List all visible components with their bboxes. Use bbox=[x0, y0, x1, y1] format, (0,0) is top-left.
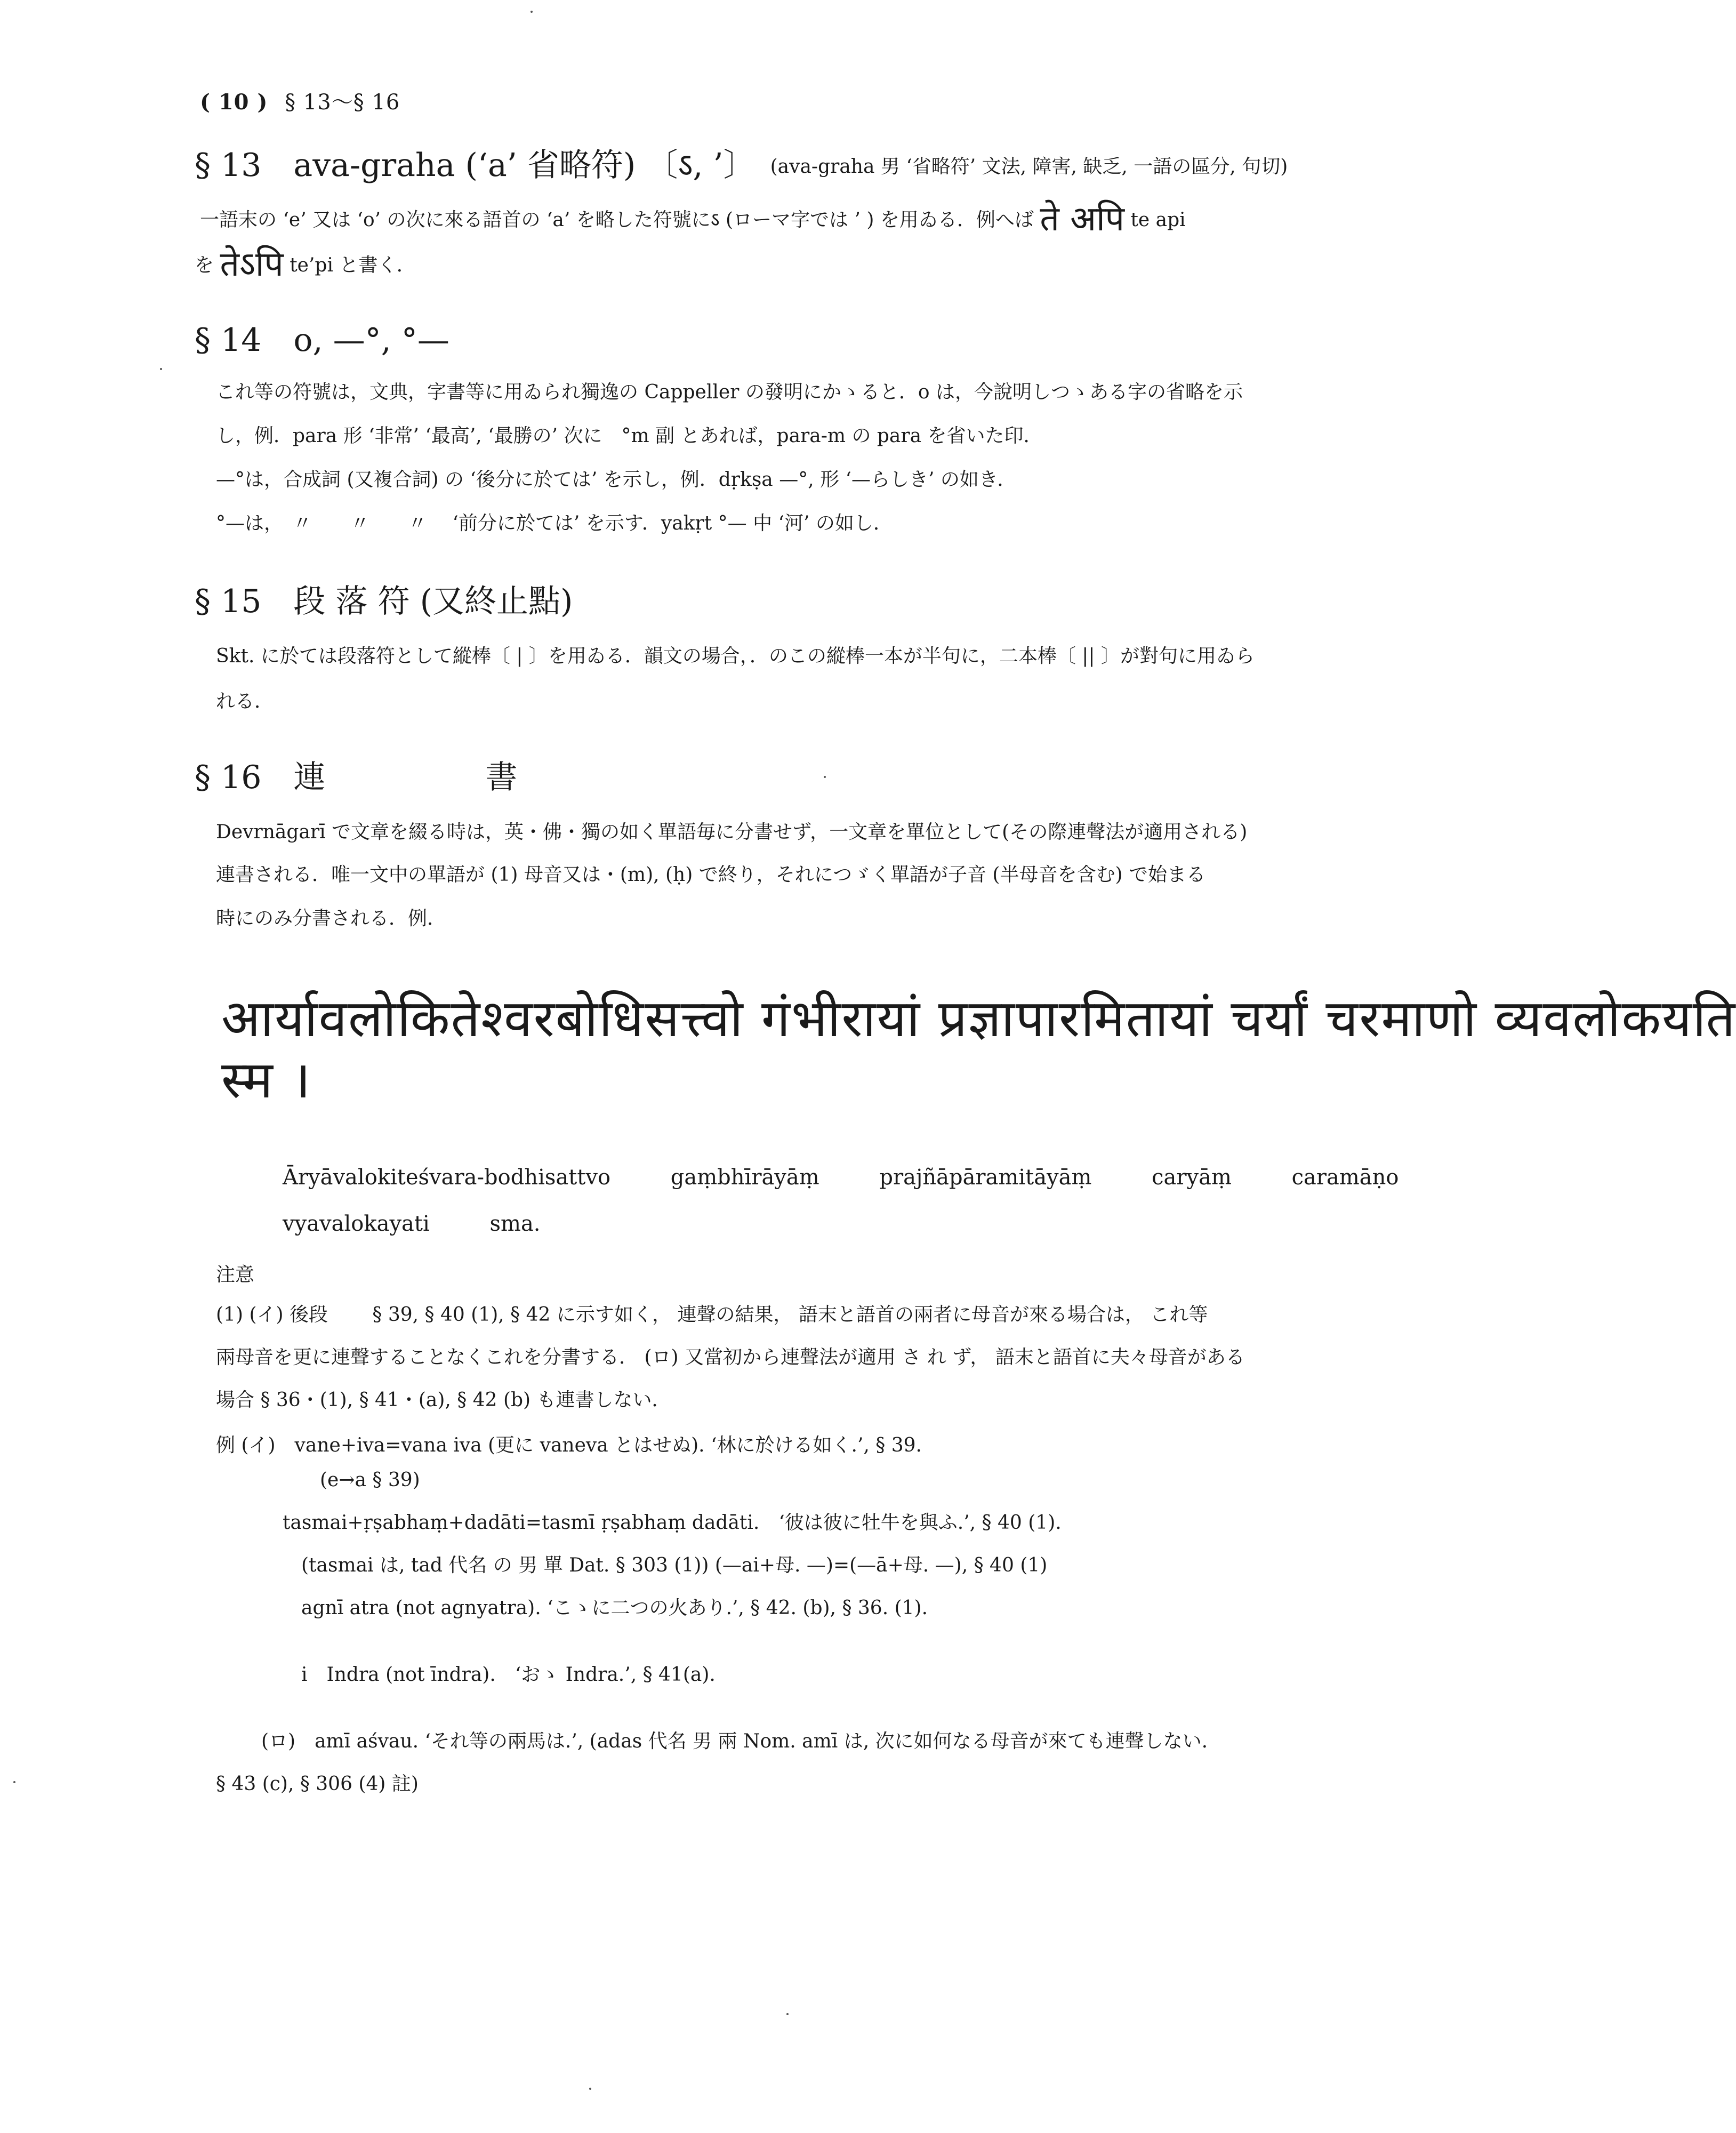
text-span: 一語末の ‘e’ 又は ‘o’ の次に來る語首の ‘a’ を略した符號にऽ (ローマ字では ’ ) を用ゐる．例へば bbox=[200, 209, 1034, 231]
section-13-heading bbox=[195, 140, 1288, 186]
example-5: i Indra (not īndra). ‘おゝ Indra.’, § 41(a). bbox=[301, 1664, 716, 1686]
section-16-line-1: Devrnāgarī で文章を綴る時は，英・佛・獨の如く單語毎に分書せず，一文章を單位として(その際連聲法が適用される) bbox=[216, 821, 1248, 843]
note-1-line-3: 場合 § 36・(1), § 41・(a), § 42 (b) も連書しない． bbox=[216, 1389, 671, 1411]
translit-word: Āryāvalokiteśvara-bodhisattvo bbox=[283, 1165, 611, 1190]
section-13-line-2 bbox=[195, 243, 416, 287]
translit-word: sma. bbox=[489, 1212, 541, 1236]
scan-speck bbox=[531, 11, 533, 13]
translit-word: vyavalokayati bbox=[283, 1212, 430, 1236]
page-number: ( 10 ) bbox=[200, 90, 268, 115]
section-range: § 13〜§ 16 bbox=[285, 90, 400, 115]
section-14-heading: § 14 o, —°, °— bbox=[195, 322, 449, 359]
note-1-line-1: (1) (イ) 後段 § 39, § 40 (1), § 42 に示す如く， 連聲の結果， 語末と語首の兩者に母音が來る場合は， これ等 bbox=[216, 1304, 1208, 1326]
text-span: te’pi と書く． bbox=[290, 254, 416, 276]
example-4: agnī atra (not agnyatra). ‘こゝに二つの火あり.’, § 42. (b), § 36. (1). bbox=[301, 1597, 928, 1619]
section-16-line-3: 時にのみ分書される．例． bbox=[216, 908, 447, 929]
translit-word: gaṃbhīrāyāṃ bbox=[670, 1165, 819, 1190]
scan-speck bbox=[589, 2088, 591, 2090]
scan-speck bbox=[160, 368, 162, 370]
devanagari-sentence-line-1: आर्यावलोकितेश्वरबोधिसत्त्वो गंभीरायां प्रज्ञापारमितायां चर्यां चरमाणो व्यवलोकयति bbox=[221, 989, 1736, 1048]
notes-heading: 注意 bbox=[216, 1264, 255, 1286]
section-14-line-4: °—は， 〃 〃 〃 ‘前分に於ては’ を示す．yakṛt °— 中 ‘河’ の如し． bbox=[216, 512, 893, 534]
example-7: § 43 (c), § 306 (4) 註) bbox=[216, 1773, 419, 1795]
section-14-line-1: これ等の符號は，文典，字書等に用ゐられ獨逸の Cappeller の發明にかゝると．o は，今說明しつゝある字の省略を示 bbox=[216, 381, 1243, 403]
section-13-title: § 13 ava-graha (‘a’ 省略符) 〔ऽ, ’〕 bbox=[195, 147, 756, 184]
transliteration-line-1 bbox=[283, 1165, 1399, 1190]
section-15-heading: § 15 段 落 符 (又終止點) bbox=[195, 583, 573, 620]
example-1-sub: (e→a § 39) bbox=[320, 1469, 420, 1491]
example-2: tasmai+ṛṣabhaṃ+dadāti=tasmī ṛṣabhaṃ dadāti. ‘彼は彼に牡牛を與ふ.’, § 40 (1). bbox=[283, 1512, 1062, 1534]
devanagari-sentence-line-2: स्म । bbox=[221, 1050, 312, 1110]
note-1-line-2: 兩母音を更に連聲することなくこれを分書する． (ロ) 又當初から連聲法が適用 さ れ ず， 語末と語首に夫々母音がある bbox=[216, 1346, 1245, 1368]
section-15-line-2: れる． bbox=[216, 691, 274, 712]
devanagari-example-2: तेऽपि bbox=[220, 245, 284, 284]
scan-speck bbox=[824, 776, 826, 778]
section-14-line-2: し，例．para 形 ‘非常’ ‘最高’, ‘最勝の’ 次に °m 副 とあれば，para-m の para を省いた印． bbox=[216, 425, 1043, 447]
section-13-line-1 bbox=[200, 197, 1186, 242]
section-16-line-2: 連書される．唯一文中の單語が (1) 母音又は・(m), (ḥ) で終り，それにつゞく單語が子音 (半母音を含む) で始まる bbox=[216, 864, 1205, 886]
section-15-line-1: Skt. に於ては段落符として縱棒〔 | 〕を用ゐる．韻文の場合，．のこの縱棒一本が半句に，二本棒〔 || 〕が對句に用ゐら bbox=[216, 645, 1255, 667]
scan-speck bbox=[13, 1781, 15, 1783]
transliteration-line-2 bbox=[283, 1212, 594, 1236]
devanagari-example: ते अपि bbox=[1040, 199, 1124, 239]
example-1: 例 (イ) vane+iva=vana iva (更に vaneva とはせぬ). ‘林に於ける如く.’, § 39. bbox=[216, 1434, 922, 1456]
section-16-heading: § 16 連 書 bbox=[195, 759, 518, 796]
page-header bbox=[200, 85, 400, 116]
translit-word: caramāṇo bbox=[1291, 1165, 1399, 1190]
scan-speck bbox=[786, 2013, 789, 2015]
translit-word: caryāṃ bbox=[1152, 1165, 1232, 1190]
text-span: を bbox=[195, 254, 214, 276]
text-span: te api bbox=[1130, 209, 1186, 231]
section-13-gloss: (ava-graha 男 ‘省略符’ 文法, 障害, 缺乏, 一語の區分, 句切) bbox=[770, 156, 1288, 178]
section-14-line-3: —°は，合成詞 (又複合詞) の ‘後分に於ては’ を示し，例．dṛkṣa —°, 形 ‘—らしき’ の如き． bbox=[216, 469, 1017, 491]
translit-word: prajñāpāramitāyāṃ bbox=[879, 1165, 1092, 1190]
example-3: (tasmai は, tad 代名 の 男 單 Dat. § 303 (1)) (—ai+母. —)=(—ā+母. —), § 40 (1) bbox=[301, 1554, 1048, 1576]
example-6: (ロ) amī aśvau. ‘それ等の兩馬は.’, (adas 代名 男 兩 Nom. amī は, 次に如何なる母音が來ても連聲しない. bbox=[261, 1730, 1208, 1752]
